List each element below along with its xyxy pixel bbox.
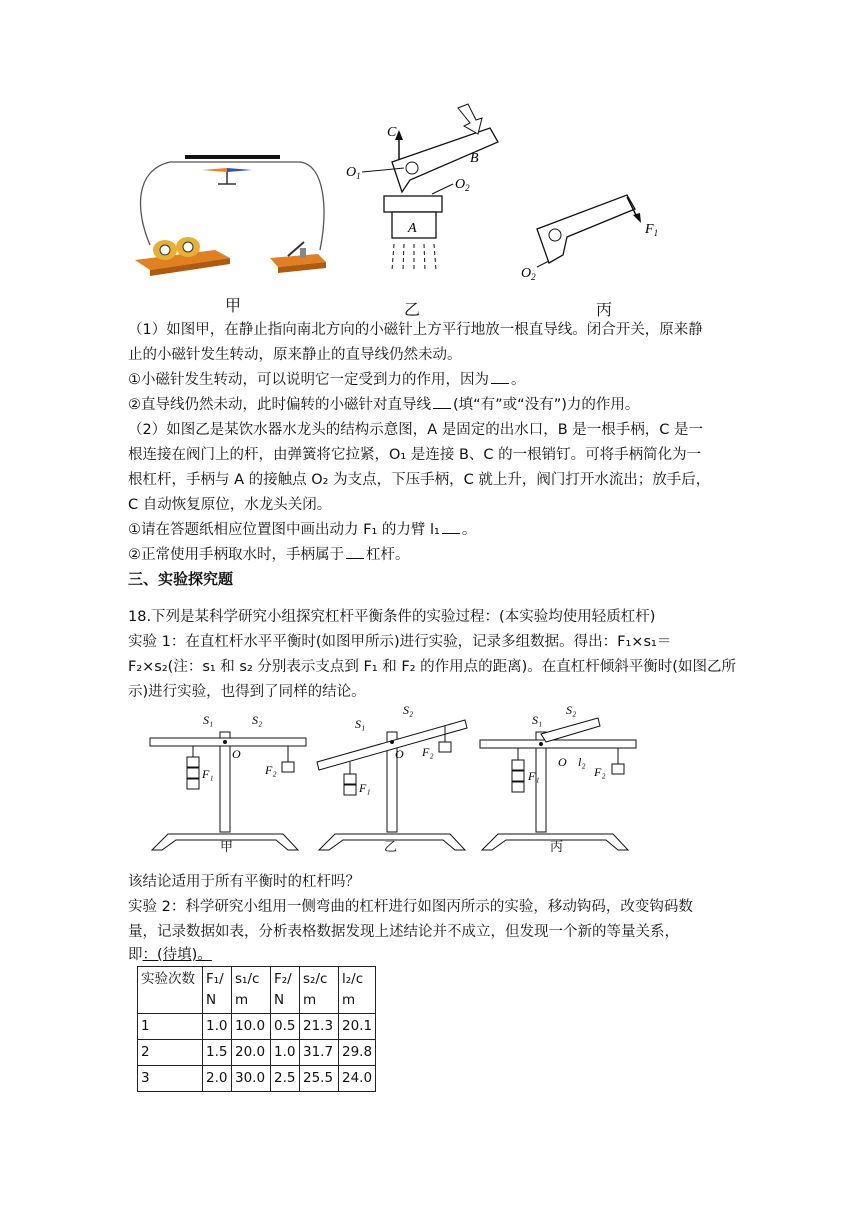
table-header-row: [138, 967, 376, 1014]
q17-q1b: ②直导线仍然未动，此时偏转的小磁针对直导线 (填“有”或“没有”)力的作用。: [128, 393, 639, 417]
label-o2: O: [455, 177, 466, 192]
q18-l4: 示)进行实验，也得到了同样的结论。: [128, 684, 366, 700]
answer-blank[interactable]: [433, 394, 451, 409]
q17-p1: （1）如图甲，在静止指向南北方向的小磁针上方平行地放一根直导线。闭合开关，原来静: [128, 322, 703, 338]
lever-label-jia: 甲: [220, 840, 234, 855]
svg-text:S₂: S₂: [566, 703, 577, 717]
label-o1: O: [346, 165, 357, 180]
figure-bing-lever: [515, 185, 675, 290]
table-row: 3 2.0 30.0 2.5 25.5 24.0: [138, 1066, 376, 1092]
answer-blank[interactable]: [491, 369, 509, 384]
svg-text:F1: $F_1$: [645, 222, 659, 238]
data-table: [137, 966, 376, 1092]
label-f1: F₁: [202, 767, 214, 781]
figure-label-yi: 乙: [404, 300, 421, 319]
lever-label-bing: 丙: [550, 840, 564, 855]
figure-label-bing: 丙: [596, 300, 613, 319]
table-header-cell: s₂/c m: [300, 967, 339, 1014]
q18-l1: 18.下列是某科学研究小组探究杠杆平衡条件的实验过程：(本实验均使用轻质杠杆): [128, 609, 656, 625]
answer-blank[interactable]: [442, 519, 460, 534]
figure-label-jia: 甲: [225, 296, 242, 315]
label-o2-bing: O: [521, 266, 532, 281]
table-header-cell: l₂/c m: [339, 967, 376, 1014]
svg-text:F₂: F₂: [422, 745, 434, 759]
svg-text:F₁: F₁: [528, 769, 540, 783]
section-heading: 三、实验探究题: [128, 570, 234, 588]
svg-text:F₂: F₂: [594, 765, 606, 779]
q17-p2d: C 自动恢复原位，水龙头关闭。: [128, 497, 332, 513]
svg-text:l₂: l₂: [578, 755, 586, 769]
q17-q2b: ②正常使用手柄取水时，手柄属于 杠杆。: [128, 543, 410, 567]
q18-l8: 即：(待填)。: [128, 947, 212, 963]
svg-text:O1: $O_1$: [346, 165, 361, 181]
label-f1: F: [645, 222, 654, 237]
table-row: 1 1.0 10.0 0.5 21.3 20.1: [138, 1014, 376, 1040]
svg-text:O: O: [395, 747, 404, 761]
svg-text:O: O: [558, 755, 567, 769]
table-header-cell: F₁/ N: [203, 967, 232, 1014]
q17-q2a: ①请在答题纸相应位置图中画出动力 F₁ 的力臂 l₁ 。: [128, 518, 476, 542]
svg-text:S₂: S₂: [403, 703, 414, 717]
q17-q1a: ①小磁针发生转动，可以说明它一定受到力的作用，因为 。: [128, 368, 526, 392]
lever-label-yi: 乙: [384, 840, 398, 855]
q18-l5: 该结论适用于所有平衡时的杠杆吗？: [128, 874, 360, 890]
q17-p2b: 根连接在阀门上的杆，由弹簧将它拉紧，O₁ 是连接 B、C 的一根销钉。可将手柄简化为一: [128, 447, 702, 463]
figure-lever-yi: [315, 702, 475, 857]
q18-l3: F₂×s₂(注：s₁ 和 s₂ 分别表示支点到 F₁ 和 F₂ 的作用点的距离)。在直杠杆倾斜平衡时(如图乙所: [128, 659, 736, 675]
figure-lever-bing: [478, 702, 638, 857]
svg-text:O2: $O_2$: [521, 266, 536, 282]
q18-l2: 实验 1：在直杠杆水平平衡时(如图甲所示)进行实验，记录多组数据。得出：F₁×s₁＝: [128, 634, 672, 650]
svg-text:F₁: F₁: [359, 781, 371, 795]
label-a: A: [408, 221, 417, 236]
q18-l6: 实验 2：科学研究小组用一侧弯曲的杠杆进行如图丙所示的实验，移动钩码，改变钩码数: [128, 899, 693, 915]
svg-text:S₁: S₁: [532, 713, 543, 727]
label-b: B: [470, 151, 479, 166]
q18-l7: 量，记录数据如表，分析表格数据发现上述结论并不成立，但发现一个新的等量关系，: [128, 924, 679, 940]
table-row: 2 1.5 20.0 1.0 31.7 29.8: [138, 1040, 376, 1066]
answer-blank[interactable]: [346, 544, 364, 559]
svg-text:O2: $O_2$: [455, 177, 470, 193]
table-header-cell: 实验次数: [138, 967, 203, 1014]
label-s2: S₂: [252, 713, 263, 727]
table-header-cell: s₁/c m: [232, 967, 271, 1014]
svg-text:S₁: S₁: [355, 717, 366, 731]
q17-p2c: 根杠杆，手柄与 A 的接触点 O₂ 为支点，下压手柄，C 就上升，阀门打开水流出；放手后，: [128, 472, 711, 488]
label-f2: F₂: [265, 763, 277, 777]
q17-p1b: 止的小磁针发生转动，原来静止的直导线仍然未动。: [128, 347, 462, 363]
figure-jia-circuit: [130, 150, 330, 280]
table-header-cell: F₂/ N: [271, 967, 300, 1014]
q17-p2a: （2）如图乙是某饮水器水龙头的结构示意图，A 是固定的出水口，B 是一根手柄，C 是一: [128, 422, 704, 438]
label-o: O: [232, 747, 241, 761]
figure-yi-faucet: [340, 100, 510, 275]
label-c: C: [387, 125, 397, 140]
label-s1: S₁: [203, 713, 214, 727]
